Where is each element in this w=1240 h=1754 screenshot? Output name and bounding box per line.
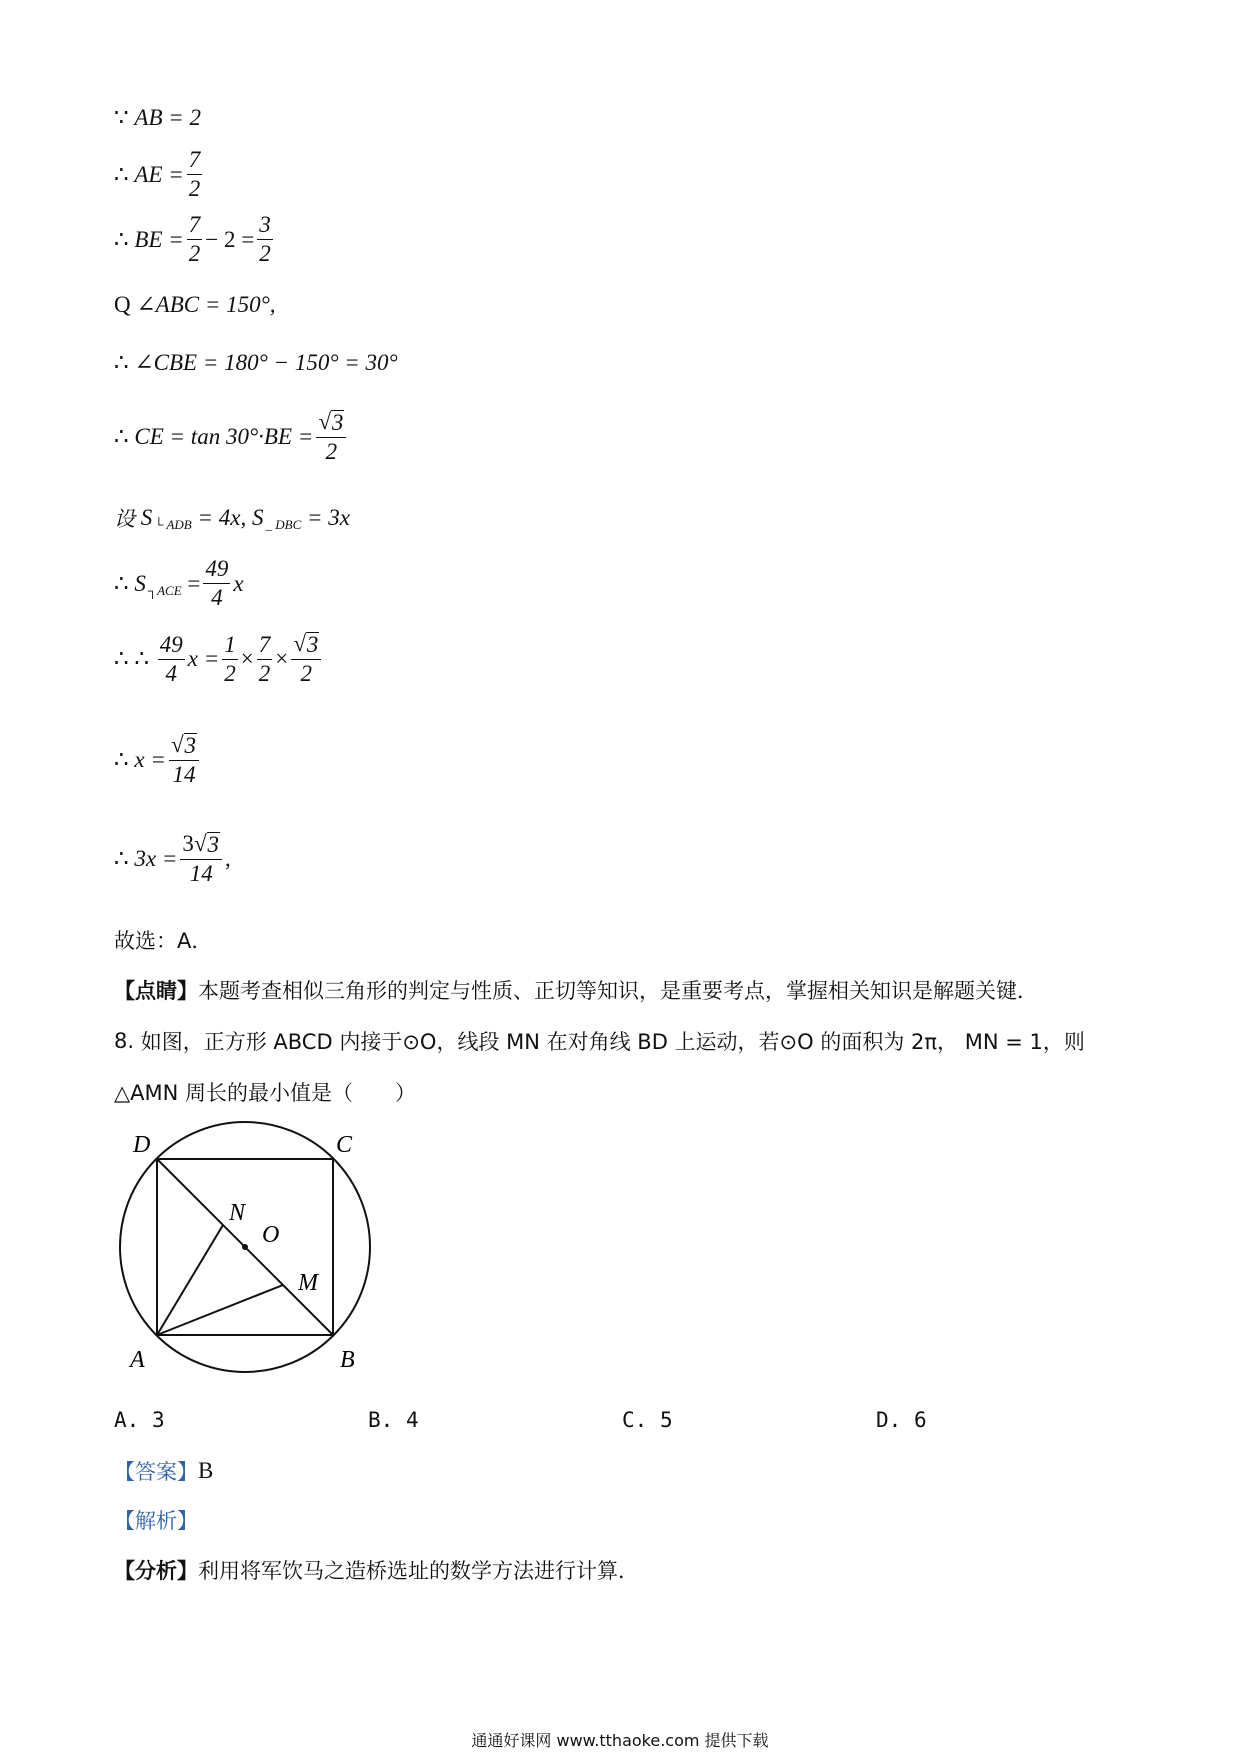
fenxi-tag: 【分析】 xyxy=(114,1559,198,1583)
comment-text: 本题考查相似三角形的判定与性质、正切等知识，是重要考点，掌握相关知识是解题关键． xyxy=(198,979,1038,1003)
choice-c[interactable]: C. 5 xyxy=(622,1408,673,1432)
step-7: 设 S └ ADB = 4x, S _ DBC = 3x xyxy=(114,505,350,532)
step-2: ∴ AE = $\frac{7}{2}$ xyxy=(114,147,201,202)
step-4: Q ∠ABC = 150°, xyxy=(114,292,276,317)
question-line-2: △AMN 周长的最小值是（ ） xyxy=(114,1081,417,1105)
footer: 通通好课网 www.tthaoke.com 提供下载 xyxy=(471,1731,769,1750)
label-d: D xyxy=(133,1132,151,1158)
answer-tag: 【答案】 xyxy=(114,1460,198,1484)
fraction: 3 √ 3 14 xyxy=(180,832,222,886)
choice-a[interactable]: A. 3 xyxy=(114,1408,165,1432)
label-b: B xyxy=(340,1347,355,1373)
fraction: $\frac{49}{4}$ xyxy=(159,631,183,686)
fraction: √ 3 2 xyxy=(316,410,346,464)
fraction: √ 3 2 xyxy=(291,632,321,686)
comment xyxy=(114,975,1038,1005)
segment-am xyxy=(157,1285,283,1335)
step-1: ∵ AB = 2 xyxy=(114,105,202,130)
fraction: $\frac{7}{2}$ xyxy=(188,212,201,267)
fraction: $\frac{7}{2}$ xyxy=(188,147,201,202)
step-5: ∴ ∠CBE = 180° − 150° = 30° xyxy=(114,350,398,375)
step-3: ∴ BE = $\frac{7}{2}$ − 2 = $\frac{3}{2}$ xyxy=(114,212,271,267)
fraction: √ 3 14 xyxy=(169,733,199,787)
center-point xyxy=(242,1244,248,1250)
label-a: A xyxy=(130,1347,145,1373)
fraction: $\frac{3}{2}$ xyxy=(259,212,271,267)
step-9: ∴ ∴ $\frac{49}{4}$ x = $\frac{1}{2}$ × $\frac{7}{2}$ × √ 3 2 xyxy=(114,632,324,686)
step-8: ∴ S ┐ACE = $\frac{49}{4}$ x xyxy=(114,556,244,611)
conclusion: 故选：A． xyxy=(114,929,213,953)
question-line-1: 8. 如图，正方形 ABCD 内接于⊙O，线段 MN 在对角线 BD 上运动，若⊙O 的面积为 2π， MN = 1，则 xyxy=(114,1029,1085,1054)
step-10: ∴ x = √ 3 14 xyxy=(114,733,202,787)
fraction: $\frac{7}{2}$ xyxy=(258,631,271,686)
choice-b[interactable]: B. 4 xyxy=(368,1408,419,1432)
fenxi xyxy=(114,1555,639,1585)
fraction: $\frac{49}{4}$ xyxy=(205,556,229,611)
choice-d[interactable]: D. 6 xyxy=(876,1408,927,1432)
analysis-tag: 【解析】 xyxy=(114,1509,198,1533)
label-m: M xyxy=(298,1270,318,1296)
label-c: C xyxy=(336,1132,353,1158)
step-11: ∴ 3x = 3 √ 3 14 , xyxy=(114,831,231,887)
answer xyxy=(114,1456,213,1486)
label-o: O xyxy=(262,1222,280,1248)
label-n: N xyxy=(229,1200,246,1226)
step-6: ∴ CE = tan 30°·BE = √ 3 2 xyxy=(114,410,349,464)
fraction: $\frac{1}{2}$ xyxy=(224,631,236,686)
segment-an xyxy=(157,1225,223,1335)
answer-value: B xyxy=(198,1458,214,1483)
geometry-figure xyxy=(108,1120,388,1380)
comment-tag: 【点睛】 xyxy=(114,979,198,1003)
fenxi-text: 利用将军饮马之造桥选址的数学方法进行计算． xyxy=(198,1559,639,1583)
